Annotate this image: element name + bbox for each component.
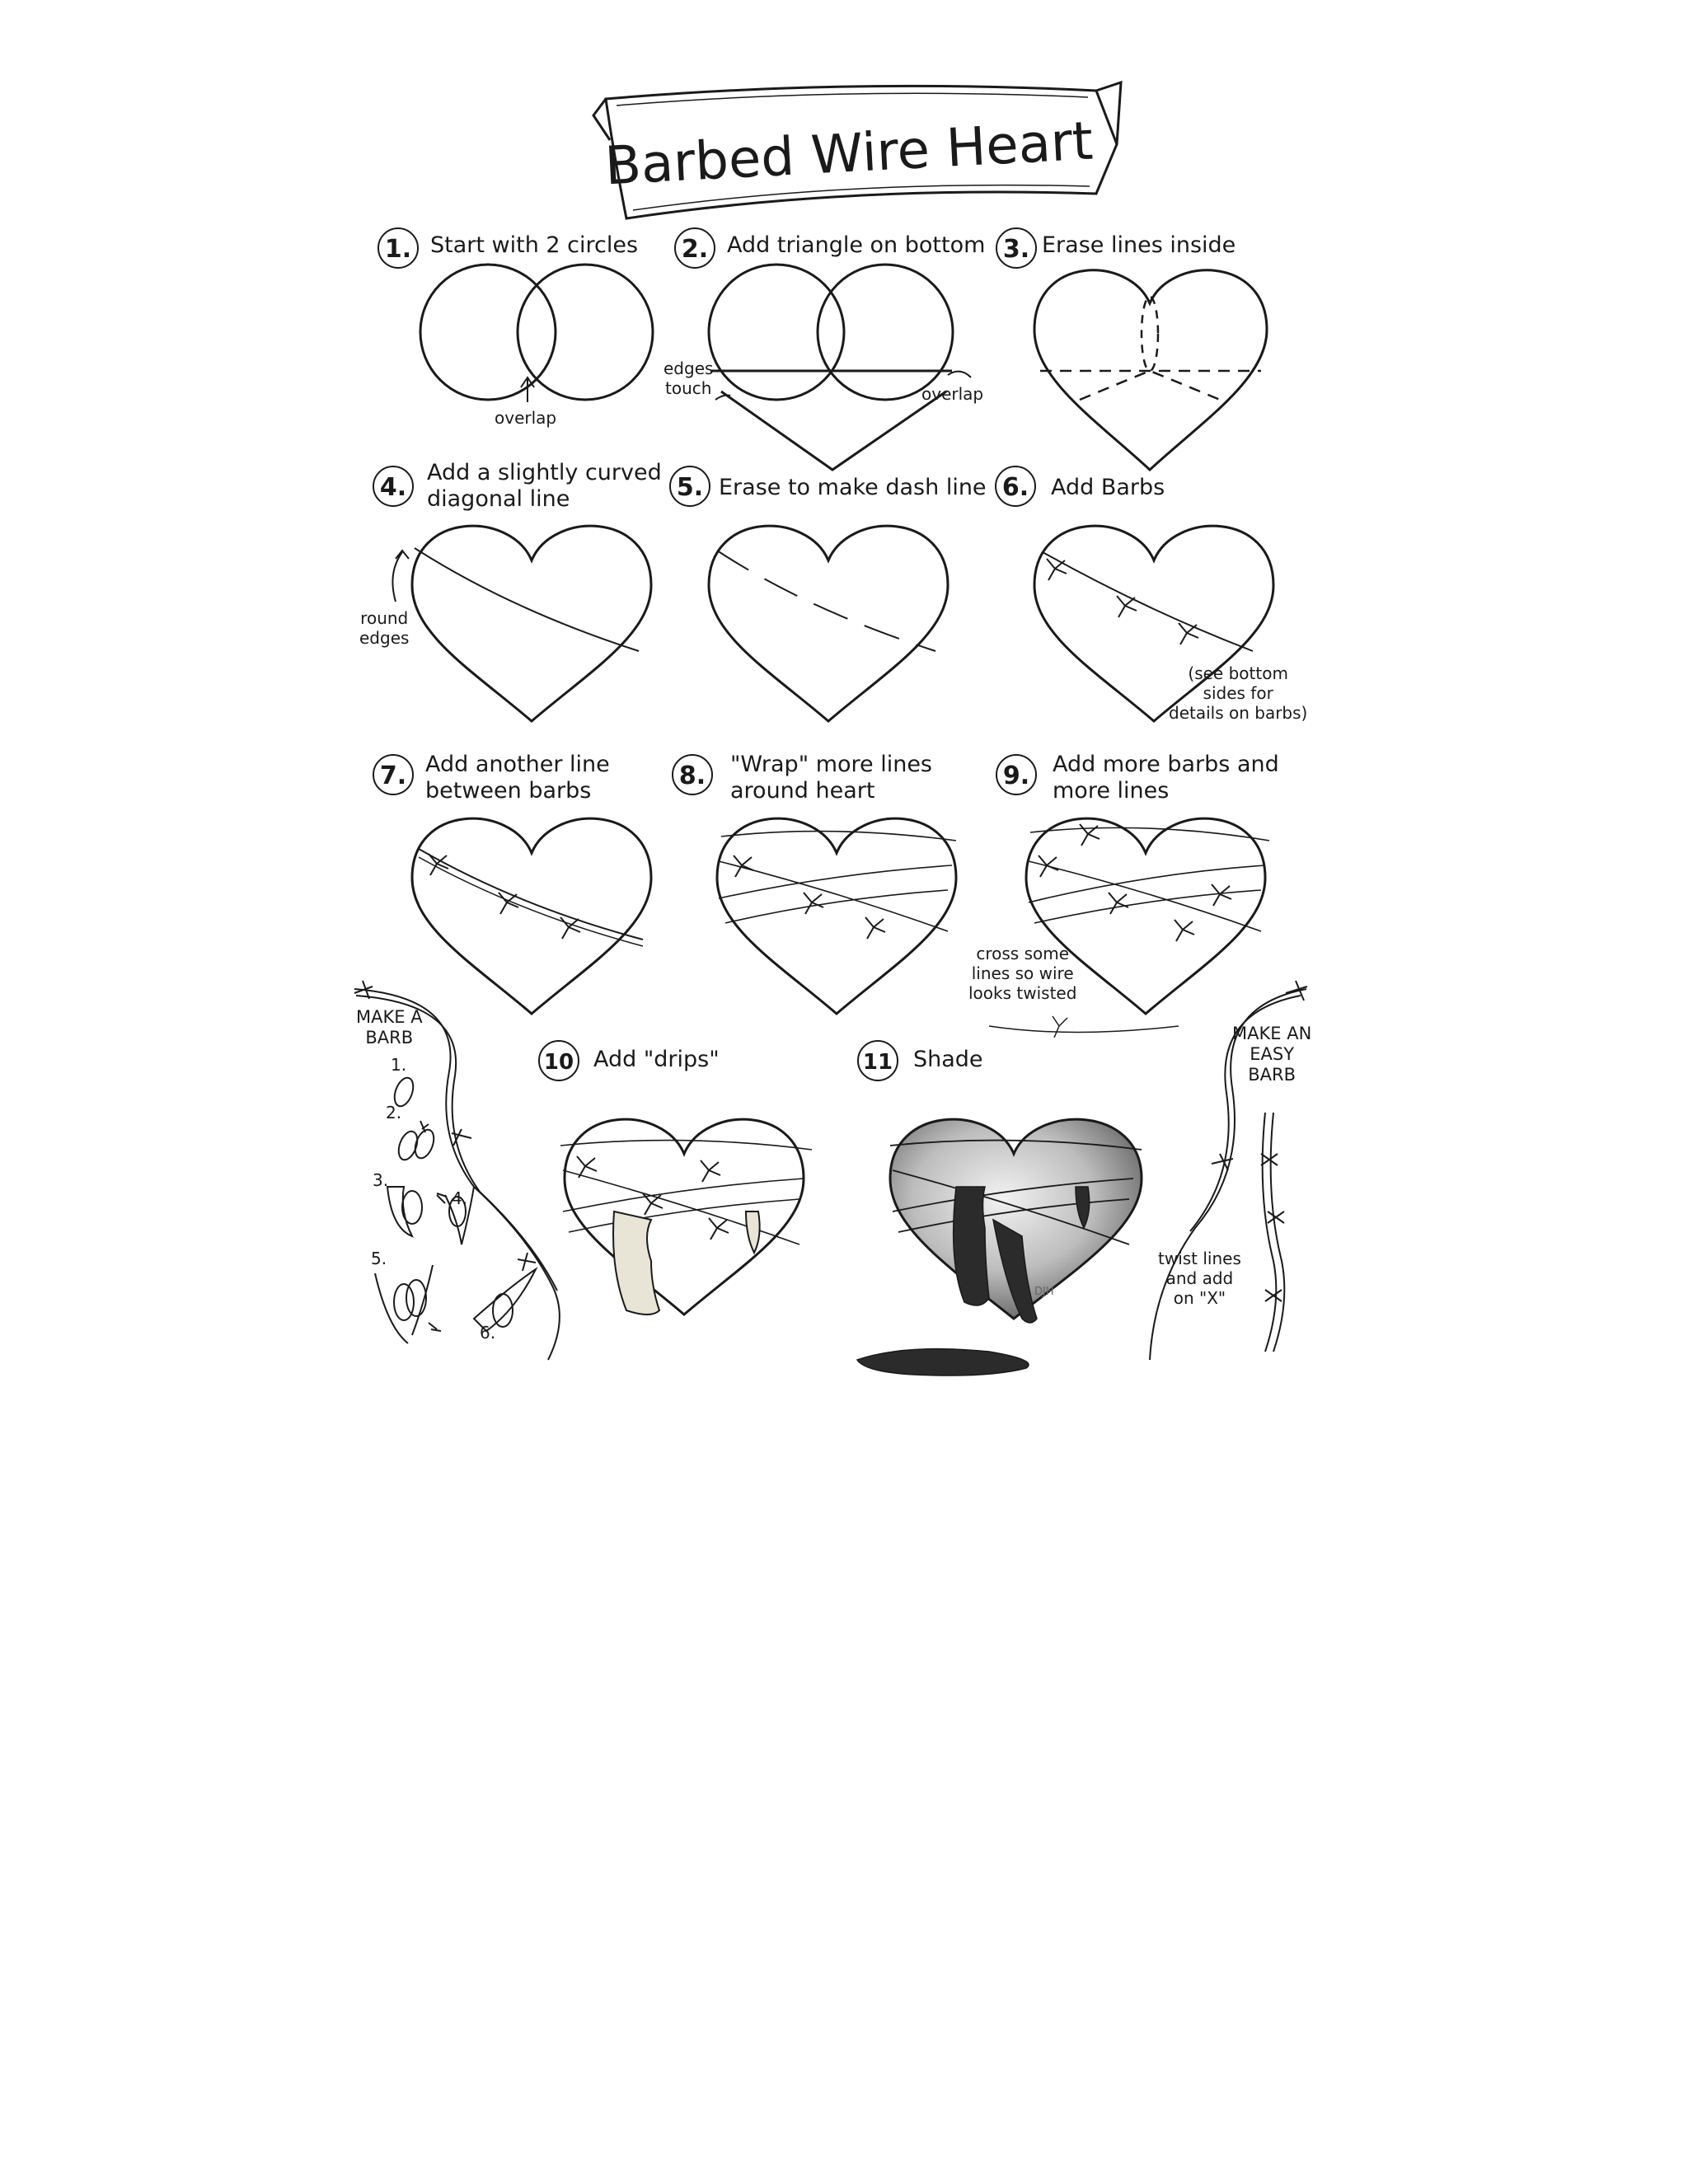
step-7-drawing (412, 818, 651, 1014)
easy-barb-drawing (1261, 1113, 1284, 1352)
overlap-note-step1: overlap (495, 408, 557, 428)
step-9-number: 9. (996, 754, 1037, 795)
cross-some-note: cross some lines so wire looks twisted (968, 944, 1077, 1003)
barb-step-4: 4. (452, 1188, 468, 1208)
see-bottom-note: (see bottom sides for details on barbs) (1169, 663, 1308, 723)
step-4-label: Add a slightly curved diagonal line (427, 460, 662, 513)
step-1-number: 1. (377, 227, 419, 269)
barb-step-2: 2. (386, 1103, 402, 1122)
barb-step-6: 6. (480, 1323, 496, 1343)
step-5-number: 5. (669, 466, 710, 507)
step-8-number: 8. (672, 754, 713, 795)
step-3-drawing (1034, 270, 1267, 470)
step-5-label: Erase to make dash line (719, 475, 987, 500)
step-7-label: Add another line between barbs (425, 752, 610, 804)
barb-step-3: 3. (373, 1170, 389, 1190)
step-4-drawing (392, 526, 651, 721)
step-11-label: Shade (913, 1047, 983, 1072)
step-7-number: 7. (373, 754, 414, 795)
step-6-label: Add Barbs (1051, 475, 1165, 500)
step-9-label: Add more barbs and more lines (1053, 752, 1279, 804)
make-easy-barb-heading: MAKE AN EASY BARB (1232, 1024, 1312, 1085)
step-9-drawing (989, 818, 1269, 1038)
step-5-drawing (709, 526, 948, 721)
twist-lines-note: twist lines and add on "X" (1158, 1249, 1241, 1308)
overlap-note-step2: overlap (921, 384, 984, 404)
round-edges-note: round edges (359, 608, 410, 648)
step-4-number: 4. (373, 466, 414, 507)
step-3-label: Erase lines inside (1042, 232, 1236, 258)
step-1-drawing (420, 265, 653, 402)
step-8-label: "Wrap" more lines around heart (730, 752, 933, 804)
step-11-drawing (857, 1119, 1142, 1376)
step-10-label: Add "drips" (593, 1047, 720, 1072)
step-6-number: 6. (995, 466, 1036, 507)
edges-touch-note: edges touch (663, 359, 714, 398)
page-title: Barbed Wire Heart (603, 110, 1095, 198)
step-1-label: Start with 2 circles (430, 232, 639, 258)
step-10-drawing (560, 1119, 812, 1315)
step-8-drawing (717, 818, 956, 1014)
step-2-drawing (709, 265, 971, 470)
step-3-number: 3. (996, 227, 1037, 269)
make-a-barb-heading: MAKE A BARB (356, 1007, 423, 1048)
step-11-number: 11 (857, 1040, 898, 1081)
step-2-number: 2. (674, 227, 715, 269)
step-2-label: Add triangle on bottom (727, 232, 986, 258)
barb-step-1: 1. (391, 1055, 407, 1075)
barb-step-5: 5. (371, 1249, 387, 1268)
artist-signature: DJH (1034, 1286, 1054, 1298)
step-10-number: 10 (538, 1040, 579, 1081)
